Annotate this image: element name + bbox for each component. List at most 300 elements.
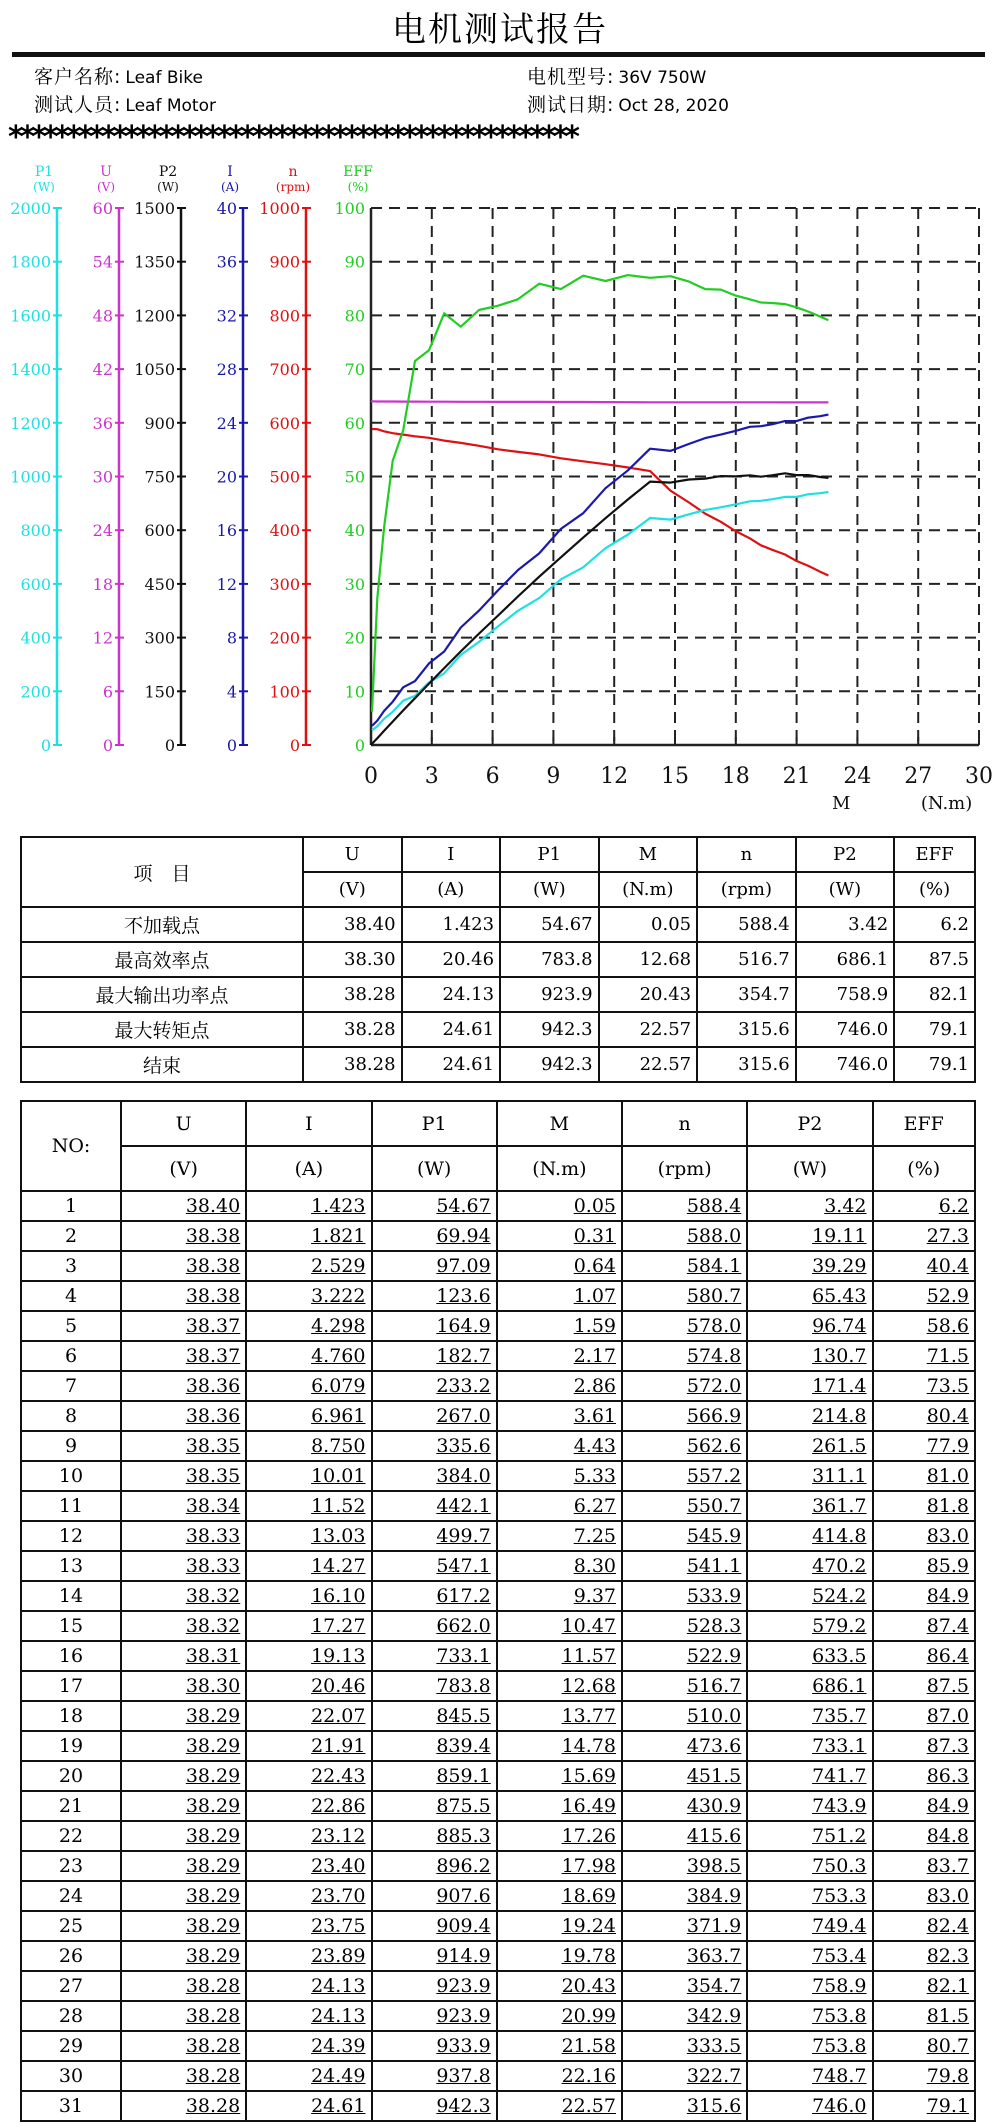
- row-number: 14: [21, 1581, 121, 1611]
- data-cell: 19.78: [497, 1941, 622, 1971]
- row-number: 9: [21, 1431, 121, 1461]
- row-number: 23: [21, 1851, 121, 1881]
- data-cell: 875.5: [372, 1791, 497, 1821]
- asterisk-separator: *************************************************: [8, 122, 576, 154]
- main-unit-p2: (W): [747, 1146, 872, 1191]
- data-cell: 84.8: [873, 1821, 976, 1851]
- data-cell: 39.29: [747, 1251, 872, 1281]
- summary-cell: 79.1: [894, 1047, 975, 1082]
- row-number: 11: [21, 1491, 121, 1521]
- axis-tick-label-u: 24: [92, 521, 113, 541]
- main-unit-n: (rpm): [622, 1146, 747, 1191]
- row-number: 22: [21, 1821, 121, 1851]
- data-cell: 528.3: [622, 1611, 747, 1641]
- data-cell: 361.7: [747, 1491, 872, 1521]
- axis-tick-label-p2: 150: [144, 682, 175, 702]
- data-cell: 545.9: [622, 1521, 747, 1551]
- data-cell: 315.6: [622, 2091, 747, 2121]
- data-cell: 38.29: [121, 1941, 246, 1971]
- table-row: [21, 1581, 975, 1611]
- axis-tick-label-p2: 1350: [134, 252, 175, 272]
- main-unit-u: (V): [121, 1146, 246, 1191]
- data-cell: 371.9: [622, 1911, 747, 1941]
- data-cell: 907.6: [372, 1881, 497, 1911]
- data-cell: 733.1: [747, 1731, 872, 1761]
- data-cell: 578.0: [622, 1311, 747, 1341]
- axis-tick-label-p2: 1200: [134, 306, 175, 326]
- data-cell: 547.1: [372, 1551, 497, 1581]
- data-cell: 451.5: [622, 1761, 747, 1791]
- data-cell: 38.28: [121, 2091, 246, 2121]
- row-number: 29: [21, 2031, 121, 2061]
- date-field: [527, 90, 729, 117]
- axis-name-u: U: [100, 164, 112, 180]
- axis-tick-label-i: 16: [216, 521, 237, 541]
- title-divider: [12, 52, 985, 57]
- summary-cell: 942.3: [500, 1047, 599, 1082]
- table-row: [21, 1791, 975, 1821]
- data-cell: 617.2: [372, 1581, 497, 1611]
- data-cell: 22.07: [246, 1701, 371, 1731]
- axis-unit-u: (V): [96, 180, 116, 194]
- data-cell: 311.1: [747, 1461, 872, 1491]
- x-tick-label: 6: [485, 764, 500, 789]
- data-cell: 937.8: [372, 2061, 497, 2091]
- model-label: 电机型号:: [527, 66, 615, 88]
- data-cell: 896.2: [372, 1851, 497, 1881]
- data-cell: 81.5: [873, 2001, 976, 2031]
- table-row: [21, 1701, 975, 1731]
- data-cell: 6.079: [246, 1371, 371, 1401]
- axis-tick-label-u: 54: [92, 252, 113, 272]
- table-row: [21, 1221, 975, 1251]
- x-tick-label: 12: [600, 764, 629, 789]
- row-number: 18: [21, 1701, 121, 1731]
- data-cell: 83.0: [873, 1881, 976, 1911]
- axis-tick-label-p1: 800: [20, 521, 51, 541]
- axis-tick-label-eff: 70: [344, 360, 365, 380]
- data-cell: 0.64: [497, 1251, 622, 1281]
- axis-unit-eff: (%): [347, 180, 369, 194]
- axis-tick-label-u: 42: [92, 360, 113, 380]
- data-cell: 14.27: [246, 1551, 371, 1581]
- data-cell: 86.4: [873, 1641, 976, 1671]
- data-cell: 473.6: [622, 1731, 747, 1761]
- table-row: [21, 1251, 975, 1281]
- x-tick-label: 27: [904, 764, 933, 789]
- data-cell: 11.57: [497, 1641, 622, 1671]
- axis-tick-label-i: 4: [226, 682, 237, 702]
- data-cell: 430.9: [622, 1791, 747, 1821]
- axis-tick-label-n: 800: [269, 306, 300, 326]
- data-cell: 21.58: [497, 2031, 622, 2061]
- data-cell: 923.9: [372, 2001, 497, 2031]
- axis-tick-label-n: 400: [269, 521, 300, 541]
- axis-tick-label-i: 24: [216, 413, 237, 433]
- data-cell: 499.7: [372, 1521, 497, 1551]
- axis-tick-label-u: 18: [92, 574, 113, 594]
- data-cell: 38.35: [121, 1431, 246, 1461]
- data-cell: 22.86: [246, 1791, 371, 1821]
- data-cell: 19.24: [497, 1911, 622, 1941]
- axis-tick-label-p1: 1200: [10, 413, 51, 433]
- data-cell: 38.33: [121, 1521, 246, 1551]
- axis-tick-label-p2: 600: [144, 521, 175, 541]
- table-row: [21, 1971, 975, 2001]
- table-row: [21, 1881, 975, 1911]
- row-number: 6: [21, 1341, 121, 1371]
- data-cell: 22.57: [497, 2091, 622, 2121]
- data-cell: 86.3: [873, 1761, 976, 1791]
- data-cell: 38.29: [121, 1731, 246, 1761]
- data-cell: 6.2: [873, 1191, 976, 1221]
- data-cell: 123.6: [372, 1281, 497, 1311]
- data-cell: 584.1: [622, 1251, 747, 1281]
- data-cell: 333.5: [622, 2031, 747, 2061]
- data-cell: 4.298: [246, 1311, 371, 1341]
- axis-tick-label-eff: 100: [334, 199, 365, 218]
- table-row: [21, 1521, 975, 1551]
- axis-tick-label-eff: 80: [344, 306, 365, 326]
- data-cell: 84.9: [873, 1791, 976, 1821]
- summary-cell: 588.4: [697, 907, 796, 942]
- summary-unit-u: (V): [303, 872, 402, 907]
- summary-cell: 686.1: [796, 942, 895, 977]
- summary-row-label: 最大转矩点: [21, 1012, 303, 1047]
- data-cell: 20.43: [497, 1971, 622, 2001]
- axis-tick-label-i: 40: [216, 199, 237, 218]
- data-cell: 38.35: [121, 1461, 246, 1491]
- main-col-u: U: [121, 1101, 246, 1146]
- x-tick-label: 30: [965, 764, 993, 789]
- summary-cell: 923.9: [500, 977, 599, 1012]
- summary-cell: 516.7: [697, 942, 796, 977]
- data-cell: 27.3: [873, 1221, 976, 1251]
- axis-tick-label-u: 12: [92, 628, 113, 648]
- summary-cell: 20.43: [599, 977, 698, 1012]
- data-cell: 38.29: [121, 1701, 246, 1731]
- data-cell: 16.10: [246, 1581, 371, 1611]
- series-line-u: [371, 401, 828, 402]
- data-cell: 470.2: [747, 1551, 872, 1581]
- data-cell: 182.7: [372, 1341, 497, 1371]
- summary-cell: 82.1: [894, 977, 975, 1012]
- data-cell: 24.61: [246, 2091, 371, 2121]
- summary-cell: 87.5: [894, 942, 975, 977]
- data-cell: 38.28: [121, 2031, 246, 2061]
- data-cell: 17.27: [246, 1611, 371, 1641]
- data-cell: 572.0: [622, 1371, 747, 1401]
- row-number: 15: [21, 1611, 121, 1641]
- axis-tick-label-i: 12: [216, 574, 237, 594]
- data-cell: 80.4: [873, 1401, 976, 1431]
- data-cell: 23.70: [246, 1881, 371, 1911]
- data-cell: 71.5: [873, 1341, 976, 1371]
- data-cell: 11.52: [246, 1491, 371, 1521]
- summary-row-label: 不加载点: [21, 907, 303, 942]
- table-row: [21, 1311, 975, 1341]
- summary-row-label: 最高效率点: [21, 942, 303, 977]
- data-cell: 87.3: [873, 1731, 976, 1761]
- axis-tick-label-eff: 90: [344, 252, 365, 272]
- no-header: NO:: [21, 1101, 121, 1191]
- data-cell: 746.0: [747, 2091, 872, 2121]
- data-cell: 65.43: [747, 1281, 872, 1311]
- summary-cell: 746.0: [796, 1012, 895, 1047]
- axis-tick-label-u: 48: [92, 306, 113, 326]
- data-cell: 384.9: [622, 1881, 747, 1911]
- table-row: [21, 2091, 975, 2121]
- data-cell: 733.1: [372, 1641, 497, 1671]
- summary-cell: 758.9: [796, 977, 895, 1012]
- data-cell: 38.36: [121, 1371, 246, 1401]
- data-cell: 24.49: [246, 2061, 371, 2091]
- table-row: [21, 1461, 975, 1491]
- table-row: [21, 1281, 975, 1311]
- summary-cell: 0.05: [599, 907, 698, 942]
- data-cell: 38.38: [121, 1251, 246, 1281]
- data-cell: 10.47: [497, 1611, 622, 1641]
- axis-tick-label-n: 100: [269, 682, 300, 702]
- data-cell: 0.31: [497, 1221, 622, 1251]
- tester-field: [34, 90, 216, 117]
- data-cell: 21.91: [246, 1731, 371, 1761]
- data-cell: 541.1: [622, 1551, 747, 1581]
- data-cell: 19.11: [747, 1221, 872, 1251]
- data-cell: 10.01: [246, 1461, 371, 1491]
- summary-cell: 315.6: [697, 1047, 796, 1082]
- data-cell: 662.0: [372, 1611, 497, 1641]
- summary-row-label: 结束: [21, 1047, 303, 1082]
- main-col-n: n: [622, 1101, 747, 1146]
- data-cell: 398.5: [622, 1851, 747, 1881]
- row-number: 7: [21, 1371, 121, 1401]
- row-number: 30: [21, 2061, 121, 2091]
- data-cell: 4.43: [497, 1431, 622, 1461]
- data-cell: 96.74: [747, 1311, 872, 1341]
- row-number: 2: [21, 1221, 121, 1251]
- data-cell: 38.34: [121, 1491, 246, 1521]
- axis-tick-label-i: 36: [216, 252, 237, 272]
- data-cell: 38.32: [121, 1611, 246, 1641]
- axis-tick-label-eff: 40: [344, 521, 365, 541]
- data-cell: 85.9: [873, 1551, 976, 1581]
- data-cell: 758.9: [747, 1971, 872, 2001]
- data-cell: 533.9: [622, 1581, 747, 1611]
- summary-cell: 20.46: [402, 942, 501, 977]
- data-cell: 909.4: [372, 1911, 497, 1941]
- data-cell: 18.69: [497, 1881, 622, 1911]
- summary-col-eff: EFF: [894, 837, 975, 872]
- summary-unit-p1: (W): [500, 872, 599, 907]
- summary-cell: 24.13: [402, 977, 501, 1012]
- axis-tick-label-n: 1000: [259, 199, 300, 218]
- data-cell: 38.37: [121, 1341, 246, 1371]
- summary-row: [21, 907, 975, 942]
- data-cell: 6.27: [497, 1491, 622, 1521]
- data-cell: 38.36: [121, 1401, 246, 1431]
- axis-unit-i: (A): [220, 180, 240, 194]
- summary-unit-p2: (W): [796, 872, 895, 907]
- data-cell: 580.7: [622, 1281, 747, 1311]
- data-cell: 83.7: [873, 1851, 976, 1881]
- x-tick-label: 9: [546, 764, 561, 789]
- data-cell: 588.4: [622, 1191, 747, 1221]
- data-cell: 23.89: [246, 1941, 371, 1971]
- report-title: 电机测试报告: [392, 10, 608, 50]
- row-number: 1: [21, 1191, 121, 1221]
- data-cell: 942.3: [372, 2091, 497, 2121]
- row-number: 8: [21, 1401, 121, 1431]
- data-cell: 557.2: [622, 1461, 747, 1491]
- data-cell: 23.75: [246, 1911, 371, 1941]
- data-cell: 524.2: [747, 1581, 872, 1611]
- data-cell: 24.39: [246, 2031, 371, 2061]
- data-cell: 16.49: [497, 1791, 622, 1821]
- table-row: [21, 1821, 975, 1851]
- main-unit-m: (N.m): [497, 1146, 622, 1191]
- summary-row: [21, 1047, 975, 1082]
- summary-row: [21, 977, 975, 1012]
- main-col-p2: P2: [747, 1101, 872, 1146]
- row-number: 5: [21, 1311, 121, 1341]
- x-axis-label: M: [831, 793, 851, 814]
- data-cell: 23.12: [246, 1821, 371, 1851]
- axis-tick-label-i: 20: [216, 467, 237, 487]
- row-number: 24: [21, 1881, 121, 1911]
- axis-tick-label-u: 0: [102, 736, 113, 755]
- data-cell: 84.9: [873, 1581, 976, 1611]
- data-cell: 322.7: [622, 2061, 747, 2091]
- data-cell: 354.7: [622, 1971, 747, 2001]
- summary-cell: 6.2: [894, 907, 975, 942]
- summary-col-n: n: [697, 837, 796, 872]
- data-cell: 267.0: [372, 1401, 497, 1431]
- main-col-i: I: [246, 1101, 371, 1146]
- data-cell: 6.961: [246, 1401, 371, 1431]
- summary-unit-i: (A): [402, 872, 501, 907]
- data-cell: 38.29: [121, 1761, 246, 1791]
- axis-tick-label-p1: 0: [40, 736, 51, 755]
- data-cell: 87.4: [873, 1611, 976, 1641]
- data-cell: 751.2: [747, 1821, 872, 1851]
- data-cell: 81.0: [873, 1461, 976, 1491]
- data-cell: 735.7: [747, 1701, 872, 1731]
- summary-table: [20, 836, 976, 1083]
- data-cell: 81.8: [873, 1491, 976, 1521]
- axis-tick-label-p2: 300: [144, 628, 175, 648]
- table-row: [21, 1341, 975, 1371]
- axis-tick-label-n: 300: [269, 574, 300, 594]
- data-cell: 164.9: [372, 1311, 497, 1341]
- data-cell: 342.9: [622, 2001, 747, 2031]
- data-cell: 130.7: [747, 1341, 872, 1371]
- axis-name-p2: P2: [158, 164, 178, 180]
- data-cell: 1.821: [246, 1221, 371, 1251]
- data-cell: 749.4: [747, 1911, 872, 1941]
- data-cell: 335.6: [372, 1431, 497, 1461]
- axis-tick-label-p1: 1000: [10, 467, 51, 487]
- customer-label: 客户名称:: [34, 66, 122, 88]
- table-row: [21, 1551, 975, 1581]
- table-row: [21, 1941, 975, 1971]
- axis-tick-label-eff: 0: [354, 736, 365, 755]
- x-tick-label: 3: [424, 764, 439, 789]
- table-row: [21, 1431, 975, 1461]
- main-col-p1: P1: [372, 1101, 497, 1146]
- row-number: 12: [21, 1521, 121, 1551]
- data-cell: 753.8: [747, 2031, 872, 2061]
- data-cell: 54.67: [372, 1191, 497, 1221]
- summary-cell: 24.61: [402, 1012, 501, 1047]
- axis-tick-label-p2: 1050: [134, 360, 175, 380]
- axis-tick-label-i: 32: [216, 306, 237, 326]
- data-cell: 510.0: [622, 1701, 747, 1731]
- main-header-row: [21, 1101, 975, 1146]
- data-cell: 82.4: [873, 1911, 976, 1941]
- data-cell: 38.38: [121, 1281, 246, 1311]
- axis-tick-label-p1: 400: [20, 628, 51, 648]
- row-number: 10: [21, 1461, 121, 1491]
- data-cell: 588.0: [622, 1221, 747, 1251]
- main-unit-p1: (W): [372, 1146, 497, 1191]
- data-cell: 73.5: [873, 1371, 976, 1401]
- data-cell: 1.59: [497, 1311, 622, 1341]
- data-cell: 38.29: [121, 1851, 246, 1881]
- data-cell: 38.28: [121, 2061, 246, 2091]
- axis-tick-label-p1: 2000: [10, 199, 51, 218]
- data-cell: 233.2: [372, 1371, 497, 1401]
- data-cell: 38.28: [121, 2001, 246, 2031]
- model-field: [527, 62, 706, 89]
- data-cell: 753.8: [747, 2001, 872, 2031]
- axis-tick-label-n: 700: [269, 360, 300, 380]
- axis-unit-p1: (W): [33, 180, 55, 194]
- axis-tick-label-eff: 10: [344, 682, 365, 702]
- axis-tick-label-p1: 1400: [10, 360, 51, 380]
- data-cell: 579.2: [747, 1611, 872, 1641]
- axis-tick-label-u: 36: [92, 413, 113, 433]
- data-cell: 8.30: [497, 1551, 622, 1581]
- data-cell: 1.423: [246, 1191, 371, 1221]
- axis-tick-label-p1: 1800: [10, 252, 51, 272]
- tester-label: 测试人员:: [34, 94, 122, 116]
- summary-cell: 942.3: [500, 1012, 599, 1047]
- main-col-eff: EFF: [873, 1101, 976, 1146]
- data-cell: 859.1: [372, 1761, 497, 1791]
- main-col-m: M: [497, 1101, 622, 1146]
- data-cell: 58.6: [873, 1311, 976, 1341]
- data-cell: 79.1: [873, 2091, 976, 2121]
- data-cell: 562.6: [622, 1431, 747, 1461]
- axis-tick-label-p1: 200: [20, 682, 51, 702]
- data-cell: 8.750: [246, 1431, 371, 1461]
- x-tick-label: 24: [843, 764, 872, 789]
- data-cell: 845.5: [372, 1701, 497, 1731]
- axis-tick-label-eff: 60: [344, 413, 365, 433]
- series-line-p1: [372, 492, 828, 730]
- customer-field: [34, 62, 203, 89]
- date-value: Oct 28, 2020: [618, 96, 729, 116]
- summary-unit-eff: (%): [894, 872, 975, 907]
- row-number: 19: [21, 1731, 121, 1761]
- table-row: [21, 1671, 975, 1701]
- data-cell: 753.3: [747, 1881, 872, 1911]
- data-cell: 38.33: [121, 1551, 246, 1581]
- data-cell: 20.99: [497, 2001, 622, 2031]
- data-cell: 97.09: [372, 1251, 497, 1281]
- data-cell: 38.37: [121, 1311, 246, 1341]
